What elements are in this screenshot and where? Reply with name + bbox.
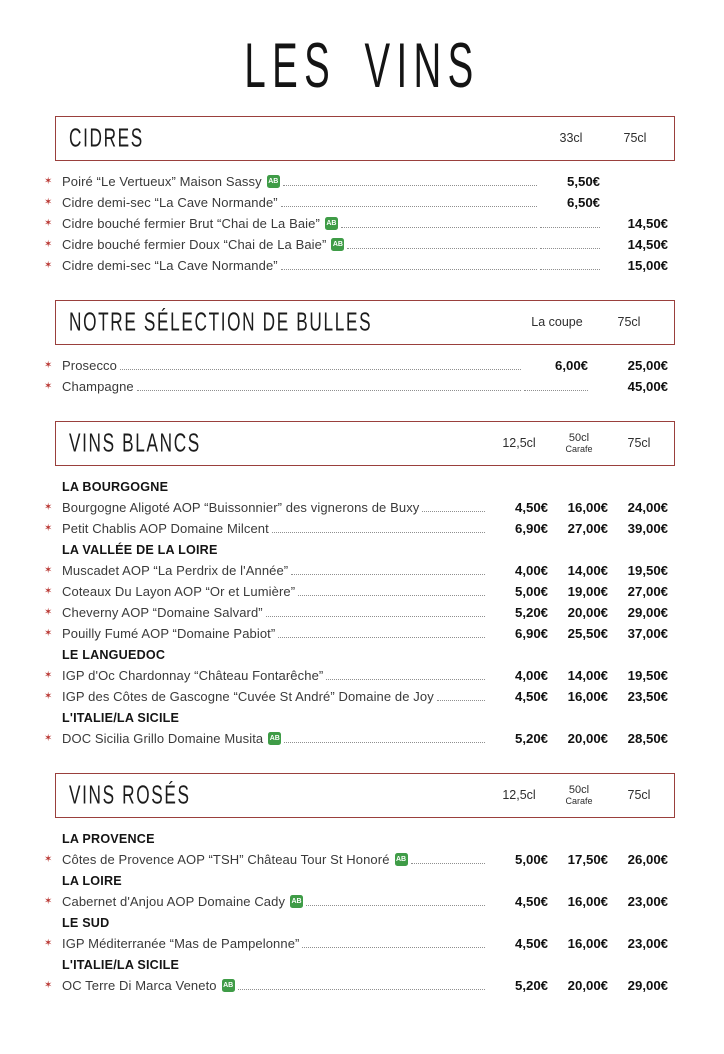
region-label: LE SUD <box>62 915 110 930</box>
leader-dots <box>283 185 537 186</box>
price-value: 39,00€ <box>627 521 668 536</box>
item-name: Pouilly Fumé AOP “Domaine Pabiot” <box>62 626 276 641</box>
price-value: 25,50€ <box>567 626 608 641</box>
column-header <box>549 432 609 455</box>
price-value: 23,00€ <box>627 894 668 909</box>
region-label: L'ITALIE/LA SICILE <box>62 710 180 725</box>
item-marker-icon: ✶ <box>44 501 53 513</box>
price-value: 6,90€ <box>514 626 548 641</box>
leader-dots <box>347 248 537 249</box>
region-label: L'ITALIE/LA SICILE <box>62 957 180 972</box>
price-value: 5,50€ <box>566 174 600 189</box>
price-value: 29,00€ <box>627 605 668 620</box>
item-name: IGP des Côtes de Gascogne “Cuvée St André” Domaine de Joy <box>62 689 434 704</box>
menu-item-row <box>44 728 668 749</box>
item-marker-icon: ✶ <box>44 175 53 187</box>
menu-item-row <box>44 623 668 644</box>
price-value: 20,00€ <box>567 605 608 620</box>
column-sublabel: Carafe <box>565 443 593 454</box>
price-cell-empty <box>524 390 588 391</box>
menu-item-row <box>44 686 668 707</box>
item-name: Cidre bouché fermier Doux “Chai de La Baie” <box>62 237 327 252</box>
item-name: Champagne <box>62 379 134 394</box>
section-header-vins-roses <box>55 773 675 818</box>
price-value: 25,00€ <box>627 358 668 373</box>
region-label: LA VALLÉE DE LA LOIRE <box>62 542 218 557</box>
column-header <box>541 131 601 145</box>
leader-dots <box>281 269 537 270</box>
price-value: 23,50€ <box>627 689 668 704</box>
leader-dots <box>266 616 485 617</box>
item-name: IGP d'Oc Chardonnay “Château Fontarêche” <box>62 668 324 683</box>
column-label: 50cl <box>568 784 590 797</box>
leader-dots <box>302 947 485 948</box>
price-value: 37,00€ <box>627 626 668 641</box>
price-value: 14,00€ <box>567 668 608 683</box>
price-value: 4,50€ <box>514 689 548 704</box>
column-label: 75cl <box>627 436 651 451</box>
region-row <box>44 954 668 975</box>
menu-item-row <box>44 355 668 376</box>
price-cell-empty <box>540 248 600 249</box>
price-value: 6,50€ <box>566 195 600 210</box>
price-value: 14,50€ <box>627 216 668 231</box>
region-label: LA PROVENCE <box>62 831 155 846</box>
leader-dots <box>284 742 485 743</box>
price-value: 4,00€ <box>514 563 548 578</box>
leader-dots <box>341 227 537 228</box>
leader-dots <box>306 905 485 906</box>
column-header <box>489 436 549 450</box>
price-value: 4,50€ <box>514 936 548 951</box>
price-value: 4,50€ <box>514 894 548 909</box>
price-value: 6,00€ <box>554 358 588 373</box>
section-title: VINS BLANCS <box>69 428 201 457</box>
organic-ab-icon: AB <box>395 853 408 866</box>
price-value: 5,00€ <box>514 584 548 599</box>
menu-item-row <box>44 975 668 996</box>
price-value: 4,50€ <box>514 500 548 515</box>
item-name: Cidre demi-sec “La Cave Normande” <box>62 195 278 210</box>
column-label: 12,5cl <box>502 436 536 451</box>
section-items <box>44 476 668 749</box>
page-header <box>0 30 724 102</box>
price-value: 20,00€ <box>567 731 608 746</box>
item-marker-icon: ✶ <box>44 564 53 576</box>
price-value: 27,00€ <box>627 584 668 599</box>
price-value: 23,00€ <box>627 936 668 951</box>
section-items <box>44 828 668 996</box>
menu-item-row <box>44 602 668 623</box>
section-title: CIDRES <box>69 123 144 152</box>
price-value: 20,00€ <box>567 978 608 993</box>
item-marker-icon: ✶ <box>44 196 53 208</box>
price-value: 14,50€ <box>627 237 668 252</box>
item-name: Cabernet d'Anjou AOP Domaine Cady <box>62 894 286 909</box>
price-value: 27,00€ <box>567 521 608 536</box>
item-name: Coteaux Du Layon AOP “Or et Lumière” <box>62 584 296 599</box>
section-header-vins-blancs <box>55 421 675 466</box>
item-name: Petit Chablis AOP Domaine Milcent <box>62 521 269 536</box>
item-marker-icon: ✶ <box>44 895 53 907</box>
region-row <box>44 539 668 560</box>
item-marker-icon: ✶ <box>44 585 53 597</box>
menu-item-row <box>44 933 668 954</box>
menu-item-row <box>44 497 668 518</box>
menu-item-row <box>44 234 668 255</box>
region-label: LA BOURGOGNE <box>62 479 169 494</box>
item-marker-icon: ✶ <box>44 380 53 392</box>
price-value: 17,50€ <box>567 852 608 867</box>
section-title: VINS ROSÉS <box>69 780 191 809</box>
organic-ab-icon: AB <box>331 238 344 251</box>
section-header-cidres <box>55 116 675 161</box>
column-label: 75cl <box>617 315 641 330</box>
leader-dots <box>281 206 537 207</box>
item-marker-icon: ✶ <box>44 217 53 229</box>
item-marker-icon: ✶ <box>44 522 53 534</box>
leader-dots <box>238 989 485 990</box>
column-label: 75cl <box>627 788 651 803</box>
item-name: OC Terre Di Marca Veneto <box>62 978 217 993</box>
price-value: 6,90€ <box>514 521 548 536</box>
organic-ab-icon: AB <box>325 217 338 230</box>
item-marker-icon: ✶ <box>44 606 53 618</box>
region-row <box>44 870 668 891</box>
menu-item-row <box>44 213 668 234</box>
menu-item-row <box>44 849 668 870</box>
column-header <box>609 788 669 802</box>
leader-dots <box>291 574 485 575</box>
region-row <box>44 476 668 497</box>
section-title: NOTRE SÉLECTION DE BULLES <box>69 307 373 336</box>
column-headers <box>489 784 669 807</box>
column-label: 75cl <box>623 131 647 146</box>
menu-item-row <box>44 255 668 276</box>
column-sublabel: Carafe <box>565 795 593 806</box>
item-marker-icon: ✶ <box>44 732 53 744</box>
leader-dots <box>326 679 485 680</box>
menu-item-row <box>44 192 668 213</box>
price-value: 5,20€ <box>514 978 548 993</box>
region-row <box>44 912 668 933</box>
price-value: 15,00€ <box>627 258 668 273</box>
item-name: Prosecco <box>62 358 117 373</box>
price-value: 14,00€ <box>567 563 608 578</box>
organic-ab-icon: AB <box>222 979 235 992</box>
leader-dots <box>278 637 485 638</box>
item-marker-icon: ✶ <box>44 669 53 681</box>
leader-dots <box>422 511 485 512</box>
item-marker-icon: ✶ <box>44 979 53 991</box>
item-name: Cidre bouché fermier Brut “Chai de La Baie” <box>62 216 320 231</box>
leader-dots <box>272 532 485 533</box>
item-marker-icon: ✶ <box>44 690 53 702</box>
price-value: 16,00€ <box>567 894 608 909</box>
organic-ab-icon: AB <box>290 895 303 908</box>
price-value: 4,00€ <box>514 668 548 683</box>
menu-item-row <box>44 171 668 192</box>
price-value: 45,00€ <box>627 379 668 394</box>
section-items <box>44 355 668 397</box>
item-name: Côtes de Provence AOP “TSH” Château Tour St Honoré <box>62 852 390 867</box>
region-row <box>44 707 668 728</box>
price-value: 26,00€ <box>627 852 668 867</box>
price-value: 5,20€ <box>514 731 548 746</box>
organic-ab-icon: AB <box>267 175 280 188</box>
column-headers <box>541 131 669 145</box>
price-value: 16,00€ <box>567 936 608 951</box>
price-value: 19,50€ <box>627 563 668 578</box>
item-marker-icon: ✶ <box>44 259 53 271</box>
column-headers <box>489 432 669 455</box>
column-label: 33cl <box>559 131 583 146</box>
menu-page <box>0 30 724 996</box>
item-name: Poiré “Le Vertueux” Maison Sassy <box>62 174 262 189</box>
section-header-notre-selection-de-bulles <box>55 300 675 345</box>
menu-item-row <box>44 891 668 912</box>
menu-item-row <box>44 581 668 602</box>
leader-dots <box>137 390 521 391</box>
menu-item-row <box>44 376 668 397</box>
price-value: 16,00€ <box>567 500 608 515</box>
price-value: 29,00€ <box>627 978 668 993</box>
item-name: Cidre demi-sec “La Cave Normande” <box>62 258 278 273</box>
page-title: LES VINS <box>244 31 480 102</box>
menu-sections <box>0 116 724 996</box>
item-name: Cheverny AOP “Domaine Salvard” <box>62 605 263 620</box>
column-label: La coupe <box>531 315 583 330</box>
column-headers <box>525 315 669 329</box>
item-marker-icon: ✶ <box>44 238 53 250</box>
price-value: 5,20€ <box>514 605 548 620</box>
item-marker-icon: ✶ <box>44 937 53 949</box>
section-items <box>44 171 668 276</box>
price-cell-empty <box>540 227 600 228</box>
column-label: 12,5cl <box>502 788 536 803</box>
column-header <box>489 788 549 802</box>
menu-item-row <box>44 560 668 581</box>
price-cell-empty <box>540 269 600 270</box>
item-name: Bourgogne Aligoté AOP “Buissonnier” des vignerons de Buxy <box>62 500 420 515</box>
item-marker-icon: ✶ <box>44 853 53 865</box>
region-row <box>44 644 668 665</box>
price-value: 19,00€ <box>567 584 608 599</box>
menu-item-row <box>44 518 668 539</box>
column-header <box>609 436 669 450</box>
column-header <box>601 131 669 145</box>
menu-item-row <box>44 665 668 686</box>
price-value: 5,00€ <box>514 852 548 867</box>
price-value: 28,50€ <box>627 731 668 746</box>
organic-ab-icon: AB <box>268 732 281 745</box>
column-header <box>589 315 669 329</box>
leader-dots <box>298 595 485 596</box>
price-value: 19,50€ <box>627 668 668 683</box>
price-value: 16,00€ <box>567 689 608 704</box>
region-label: LA LOIRE <box>62 873 122 888</box>
item-name: DOC Sicilia Grillo Domaine Musita <box>62 731 264 746</box>
column-header <box>525 315 589 329</box>
leader-dots <box>411 863 485 864</box>
item-marker-icon: ✶ <box>44 627 53 639</box>
leader-dots <box>120 369 521 370</box>
item-name: Muscadet AOP “La Perdrix de l'Année” <box>62 563 289 578</box>
region-row <box>44 828 668 849</box>
item-marker-icon: ✶ <box>44 359 53 371</box>
price-value: 24,00€ <box>627 500 668 515</box>
leader-dots <box>437 700 485 701</box>
item-name: IGP Méditerranée “Mas de Pampelonne” <box>62 936 300 951</box>
column-header <box>549 784 609 807</box>
column-label: 50cl <box>568 432 590 445</box>
region-label: LE LANGUEDOC <box>62 647 166 662</box>
